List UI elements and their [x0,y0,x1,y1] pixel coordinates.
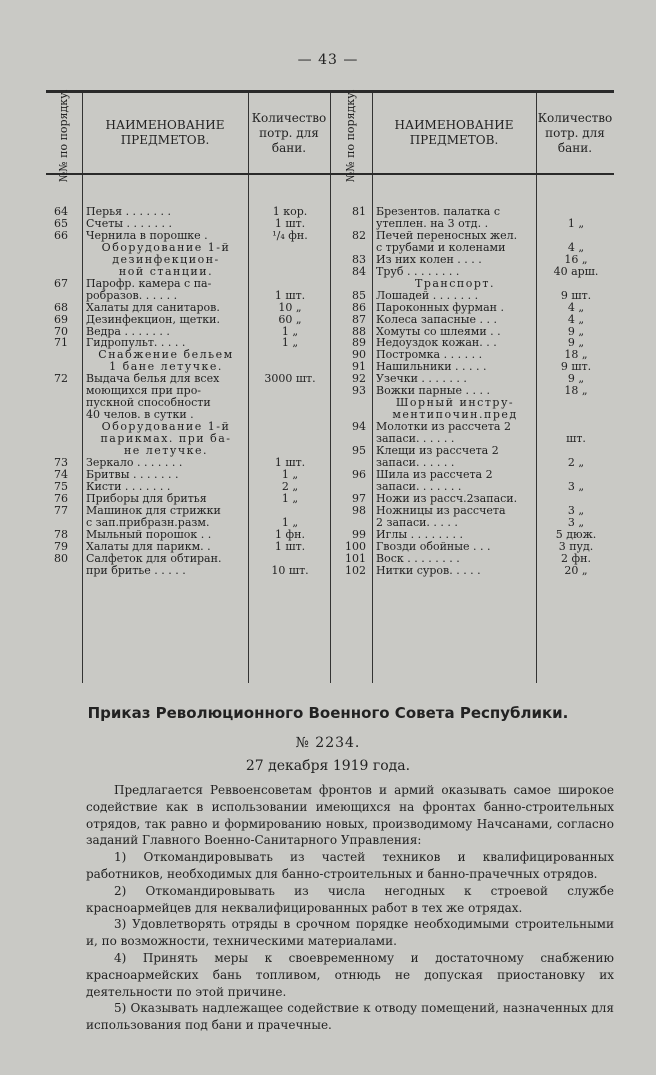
row-number [332,242,366,254]
row-number: 100 [345,540,366,553]
row-number [332,397,366,409]
item-quantity: 10 „ [278,301,302,314]
row-number: 78 [54,528,68,541]
row-number: 68 [54,301,68,314]
item-name: Клещи из рассчета 2 [376,445,499,457]
item-quantity [538,230,614,242]
item-name: Из них колен . . . . [376,253,482,266]
item-name: 40 челов. в сутки . [86,409,194,422]
item-quantity: 2 фн. [561,552,591,565]
row-number: 67 [54,277,68,290]
item-name: Хомуты со шлеями . . [376,325,501,338]
item-quantity [538,397,614,409]
item-quantity [538,421,614,433]
row-number [332,278,366,290]
item-name: Машинок для стрижки [86,504,221,517]
row-number: 77 [54,504,68,517]
item-name: Ведра . . . . . . . [86,325,170,338]
item-quantity [250,242,330,254]
row-number: 82 [352,229,366,242]
row-number: 89 [352,337,366,350]
item-quantity: 10 шт. [271,564,309,577]
item-name: Выдача белья для всех [86,373,220,386]
item-name: Колеса запасные . . . [376,313,498,326]
section-heading: Оборудование 1-й [101,421,231,434]
item-quantity [250,553,330,565]
item-quantity [538,469,614,481]
item-quantity: 4 „ [567,301,585,314]
item-quantity [250,254,330,266]
item-quantity [250,349,330,361]
item-name: Постромка . . . . . . [376,349,483,362]
section-heading: Оборудование 1-й [101,241,231,254]
item-name: Нитки суров. . . . . [376,564,481,577]
item-quantity: 2 „ [281,480,299,493]
item-name: Парофр. камера с па- [86,277,212,290]
item-quantity [538,206,614,218]
order-body [86,782,614,1034]
item-quantity: 1 шт. [274,540,306,553]
section-heading: парикмах. при ба- [100,433,232,446]
item-name: Пароконных фурман . [376,301,504,314]
row-number: 66 [54,229,68,242]
item-name: Бритвы . . . . . . . [86,468,179,481]
row-number [46,565,68,577]
column-divider [330,93,331,683]
row-number: 91 [352,361,366,374]
item-quantity: 1 „ [281,337,299,350]
item-quantity [250,278,330,290]
row-number [46,397,68,409]
row-number: 92 [352,373,366,386]
item-quantity [250,433,330,445]
item-name: Шила из рассчета 2 [376,468,493,481]
item-name: Халаты для санитаров. [86,301,220,314]
row-number [332,218,366,230]
item-name: Гидропульт. . . . . [86,337,186,350]
order-paragraph: 3) Удовлетворять отряды в срочном порядке необходимыми строительными и, по возможности, техническими материалами. [86,917,614,949]
item-quantity: 3 „ [567,504,585,517]
row-number [46,349,68,361]
row-number [332,457,366,469]
row-number: 65 [54,217,68,230]
item-quantity: 1 шт. [274,289,306,302]
row-number: 86 [352,301,366,314]
item-quantity: 4 „ [567,313,585,326]
row-number: 90 [352,349,366,362]
row-number [46,266,68,278]
item-quantity: 9 „ [567,337,585,350]
item-quantity: 1 фн. [275,528,305,541]
row-number: 74 [54,468,68,481]
item-quantity: 1 „ [281,468,299,481]
section-heading: дезинфекцион- [112,253,220,266]
row-number [46,254,68,266]
row-number: 93 [352,385,366,398]
item-quantity: 60 „ [278,313,302,326]
item-name: Счеты . . . . . . . [86,217,172,230]
column-divider [536,93,537,683]
item-quantity: 5 дюж. [555,528,597,541]
item-name: 2 запаси. . . . . [376,516,458,529]
row-number [332,481,366,493]
header-divider [46,173,614,175]
section-heading: Шорный инстру- [395,397,515,410]
header-name-right: НАИМЕНОВАНИЕ ПРЕДМЕТОВ. [394,118,514,147]
item-quantity: 3 „ [567,480,585,493]
item-quantity: 3000 шт. [264,373,316,386]
row-number: 75 [54,480,68,493]
row-number: 87 [352,313,366,326]
item-quantity [250,409,330,421]
row-number: 76 [54,492,68,505]
item-quantity: 1 шт. [274,456,306,469]
item-name: Салфеток для обтиран. [86,552,222,565]
row-number: 98 [352,504,366,517]
item-quantity: шт. [566,433,586,446]
items-table [46,90,614,683]
item-name: Печей переносных жел. [376,229,518,242]
item-name: Нашильники . . . . . [376,361,487,374]
item-quantity: 16 „ [564,253,588,266]
order-paragraph: 4) Принять меры к своевременному и достаточному снабжению красноармейских бань топливом, отнюдь не допуская приостановку их деятельности по этой причине. [86,950,614,999]
row-number: 72 [54,373,68,386]
row-number: 97 [352,492,366,505]
item-name: Брезентов. палатка с [376,206,500,218]
item-quantity: 1 „ [281,325,299,338]
row-number [46,409,68,421]
item-name: Вожки парные . . . . [376,385,491,398]
row-number [332,433,366,445]
order-paragraph: 1) Откомандировывать из частей техников и квалифицированных работников, необходимых для банно-строительных и банно-прачечных отрядов. [86,850,614,881]
row-number: 80 [54,552,68,565]
item-quantity [250,421,330,433]
item-quantity [538,445,614,457]
column-divider [372,93,373,683]
item-quantity [250,505,330,517]
item-name: утеплен. на 3 отд. . [376,217,489,230]
row-number: 64 [54,206,68,218]
item-name: с зап.прибразн.разм. [86,516,210,529]
item-quantity [250,266,330,278]
row-number [46,242,68,254]
item-name: при бритье . . . . . [86,564,186,577]
item-name: Узечки . . . . . . . [376,373,467,386]
row-number: 95 [352,445,366,457]
item-quantity: 40 арш. [553,265,599,278]
item-quantity [250,385,330,397]
row-number: 79 [54,540,68,553]
item-name: Труб . . . . . . . . [376,265,460,278]
item-name: Иглы . . . . . . . . [376,528,464,541]
row-number: 102 [345,564,366,577]
item-quantity: 1 „ [281,516,299,529]
item-name: Воск . . . . . . . . [376,552,460,565]
item-quantity: 1 „ [567,217,585,230]
order-paragraph: 5) Оказывать надлежащее содействие к отводу помещений, назначенных для использования под бани и прачечные. [86,1001,614,1033]
item-quantity: 18 „ [564,385,588,398]
row-number: 101 [345,552,366,565]
order-paragraph: Предлагается Реввоенсоветам фронтов и армий оказывать самое широкое содействие как в использовании имеющихся на фронтах банно-строительных отрядов, так равно и формированию новых, производимому Начсанами, согласно заданий Главного Военно-Санитарного Управления: [86,783,614,848]
item-quantity [250,361,330,373]
item-quantity [538,278,614,290]
header-num-left: №№ по порядку. [57,88,71,182]
item-name: Приборы для бритья [86,492,207,505]
item-quantity [250,445,330,457]
item-name: Гвозди обойные . . . [376,540,491,553]
row-number: 83 [352,253,366,266]
order-title: Приказ Революционного Военного Совета Республики. [87,704,569,722]
item-quantity: 1 кор. [272,206,308,218]
item-name: моющихся при про- [86,385,202,398]
row-number: 70 [54,325,68,338]
item-name: с трубами и коленами [376,241,506,254]
row-number: 81 [352,206,366,218]
item-name: Зеркало . . . . . . . [86,456,183,469]
item-name: Ножи из рассч.2запаси. [376,492,518,505]
item-quantity: 4 „ [567,241,585,254]
item-name: пускной способности [86,397,211,410]
item-name: Мыльный порошок . . [86,528,212,541]
row-number: 94 [352,421,366,434]
row-number: 84 [352,265,366,278]
item-name: запаси. . . . . . [376,456,455,469]
order-number: № 2234. [295,735,361,751]
header-name-left: НАИМЕНОВАНИЕ ПРЕДМЕТОВ. [105,118,225,147]
row-number: 99 [352,528,366,541]
row-number: 71 [54,337,68,350]
order-paragraph: 2) Откомандировывать из числа негодных к строевой службе красноармейцев для неквалифицированных работ в тех же отрядах. [86,883,614,915]
row-number [46,433,68,445]
item-name: Молотки из рассчета 2 [376,421,511,434]
item-quantity: 18 „ [564,349,588,362]
order-date: 27 декабря 1919 года. [245,758,411,774]
section-heading: ной станции. [118,265,214,278]
column-divider [82,93,83,683]
item-quantity: 1 шт. [274,217,306,230]
page-number: — 43 — [297,52,359,68]
item-name: Халаты для парикм. . [86,540,211,553]
item-quantity: ¹/₄ фн. [272,229,308,242]
item-name: Чернила в порошке . [86,229,208,242]
section-heading: Снабжение бельем [98,349,234,362]
item-name: робразов. . . . . . [86,289,178,302]
item-name: Дезинфекцион, щетки. [86,313,220,326]
item-quantity: 9 шт. [560,361,592,374]
row-number [46,290,68,302]
header-num-right: №№ по порядку. [344,88,358,182]
item-quantity [250,397,330,409]
row-number [332,517,366,529]
item-quantity: 20 „ [564,564,588,577]
row-number: 73 [54,456,68,469]
row-number [46,361,68,373]
item-name: Перья . . . . . . . [86,206,172,218]
section-heading: не летучке. [123,445,209,457]
column-divider [248,93,249,683]
item-name: Ножницы из рассчета [376,504,506,517]
item-name: Лошадей . . . . . . . [376,289,479,302]
item-quantity: 3 „ [567,516,585,529]
item-quantity: 9 шт. [560,289,592,302]
item-name: запаси. . . . . . . [376,480,462,493]
item-name: запаси. . . . . . [376,433,455,446]
item-quantity: 2 „ [567,456,585,469]
row-number [46,517,68,529]
row-number: 69 [54,313,68,326]
item-quantity [538,493,614,505]
item-quantity: 1 „ [281,492,299,505]
item-quantity: 9 „ [567,373,585,386]
row-number [46,385,68,397]
row-number: 85 [352,289,366,302]
item-quantity: 9 „ [567,325,585,338]
item-name: Кисти . . . . . . . [86,480,171,493]
row-number [46,421,68,433]
header-qty-right: Количество потр. для бани. [537,110,613,155]
header-qty-left: Количество потр. для бани. [251,110,327,155]
section-heading: ментипочин.пред [392,409,518,422]
row-number: 88 [352,325,366,338]
item-quantity: 3 пуд. [558,540,594,553]
row-number: 96 [352,468,366,481]
item-name: Недоуздок кожан. . . [376,337,497,350]
section-heading: 1 бане летучке. [109,361,223,374]
row-number [332,409,366,421]
item-quantity [538,409,614,421]
row-number [46,445,68,457]
section-heading: Транспорт. [414,277,495,290]
